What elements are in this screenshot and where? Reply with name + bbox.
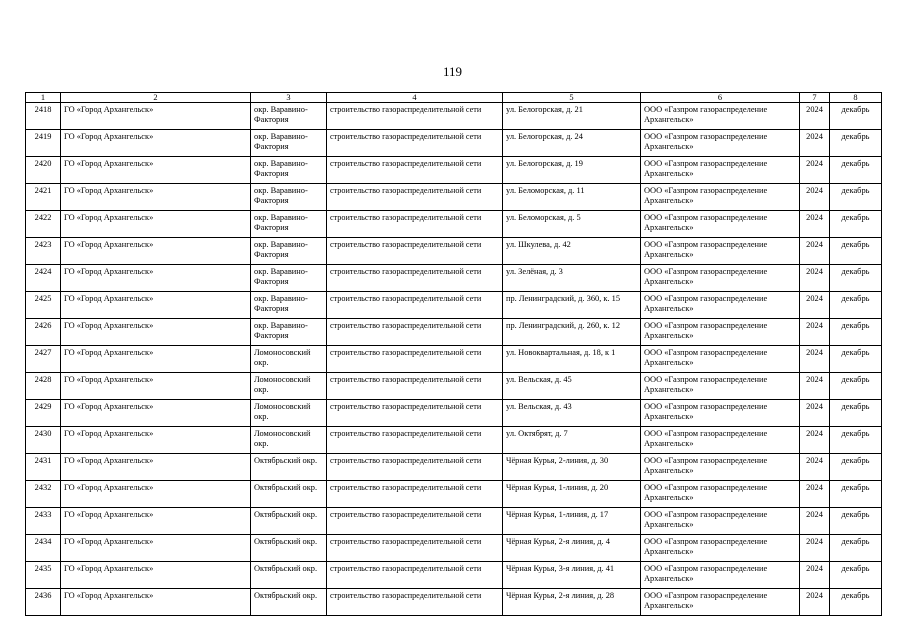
district-cell: окр. Варавино-Фактория: [251, 265, 327, 292]
month-cell: декабрь: [830, 562, 882, 589]
address-cell: ул. Белогорская, д. 24: [503, 130, 641, 157]
organization-cell: ООО «Газпром газораспределение Архангельск»: [641, 346, 800, 373]
district-cell: Ломоносовский окр.: [251, 346, 327, 373]
row-number-cell: 2435: [26, 562, 61, 589]
row-number-cell: 2431: [26, 454, 61, 481]
row-number-cell: 2419: [26, 130, 61, 157]
organization-cell: ООО «Газпром газораспределение Архангельск»: [641, 454, 800, 481]
address-cell: пр. Ленинградский, д. 260, к. 12: [503, 319, 641, 346]
month-cell: декабрь: [830, 400, 882, 427]
work-type-cell: строительство газораспределительной сети: [327, 427, 503, 454]
municipality-cell: ГО «Город Архангельск»: [61, 292, 251, 319]
table-body: [26, 93, 882, 616]
work-type-cell: строительство газораспределительной сети: [327, 238, 503, 265]
row-number-cell: 2420: [26, 157, 61, 184]
table-row: [26, 265, 882, 292]
district-cell: окр. Варавино-Фактория: [251, 211, 327, 238]
municipality-cell: ГО «Город Архангельск»: [61, 454, 251, 481]
district-cell: Октябрьский окр.: [251, 508, 327, 535]
district-cell: окр. Варавино-Фактория: [251, 292, 327, 319]
column-header: 5: [503, 93, 641, 103]
work-type-cell: строительство газораспределительной сети: [327, 400, 503, 427]
district-cell: Октябрьский окр.: [251, 454, 327, 481]
table-row: [26, 589, 882, 616]
municipality-cell: ГО «Город Архангельск»: [61, 346, 251, 373]
month-cell: декабрь: [830, 454, 882, 481]
municipality-cell: ГО «Город Архангельск»: [61, 238, 251, 265]
municipality-cell: ГО «Город Архангельск»: [61, 157, 251, 184]
organization-cell: ООО «Газпром газораспределение Архангельск»: [641, 130, 800, 157]
table-row: [26, 535, 882, 562]
municipality-cell: ГО «Город Архангельск»: [61, 508, 251, 535]
month-cell: декабрь: [830, 238, 882, 265]
year-cell: 2024: [800, 481, 830, 508]
year-cell: 2024: [800, 400, 830, 427]
row-number-cell: 2434: [26, 535, 61, 562]
column-header: 1: [26, 93, 61, 103]
table-row: [26, 184, 882, 211]
month-cell: декабрь: [830, 292, 882, 319]
organization-cell: ООО «Газпром газораспределение Архангельск»: [641, 508, 800, 535]
address-cell: ул. Беломорская, д. 5: [503, 211, 641, 238]
month-cell: декабрь: [830, 589, 882, 616]
column-number-row: [26, 93, 882, 103]
row-number-cell: 2428: [26, 373, 61, 400]
row-number-cell: 2429: [26, 400, 61, 427]
organization-cell: ООО «Газпром газораспределение Архангельск»: [641, 589, 800, 616]
year-cell: 2024: [800, 427, 830, 454]
municipality-cell: ГО «Город Архангельск»: [61, 319, 251, 346]
table-row: [26, 211, 882, 238]
month-cell: декабрь: [830, 157, 882, 184]
organization-cell: ООО «Газпром газораспределение Архангельск»: [641, 562, 800, 589]
year-cell: 2024: [800, 184, 830, 211]
column-header: 4: [327, 93, 503, 103]
year-cell: 2024: [800, 238, 830, 265]
year-cell: 2024: [800, 265, 830, 292]
address-cell: Чёрная Курья, 1-линия, д. 17: [503, 508, 641, 535]
address-cell: Чёрная Курья, 2-линия, д. 30: [503, 454, 641, 481]
month-cell: декабрь: [830, 427, 882, 454]
district-cell: окр. Варавино-Фактория: [251, 103, 327, 130]
address-cell: ул. Шкулева, д. 42: [503, 238, 641, 265]
work-type-cell: строительство газораспределительной сети: [327, 481, 503, 508]
table-row: [26, 400, 882, 427]
address-cell: ул. Вельская, д. 43: [503, 400, 641, 427]
organization-cell: ООО «Газпром газораспределение Архангельск»: [641, 373, 800, 400]
municipality-cell: ГО «Город Архангельск»: [61, 562, 251, 589]
work-type-cell: строительство газораспределительной сети: [327, 211, 503, 238]
year-cell: 2024: [800, 211, 830, 238]
row-number-cell: 2424: [26, 265, 61, 292]
municipality-cell: ГО «Город Архангельск»: [61, 130, 251, 157]
address-cell: ул. Октябрят, д. 7: [503, 427, 641, 454]
table-row: [26, 454, 882, 481]
work-type-cell: строительство газораспределительной сети: [327, 562, 503, 589]
year-cell: 2024: [800, 373, 830, 400]
municipality-cell: ГО «Город Архангельск»: [61, 211, 251, 238]
row-number-cell: 2421: [26, 184, 61, 211]
organization-cell: ООО «Газпром газораспределение Архангельск»: [641, 292, 800, 319]
month-cell: декабрь: [830, 130, 882, 157]
row-number-cell: 2430: [26, 427, 61, 454]
organization-cell: ООО «Газпром газораспределение Архангельск»: [641, 238, 800, 265]
year-cell: 2024: [800, 103, 830, 130]
municipality-cell: ГО «Город Архангельск»: [61, 184, 251, 211]
table-row: [26, 508, 882, 535]
table-row: [26, 103, 882, 130]
year-cell: 2024: [800, 319, 830, 346]
municipality-cell: ГО «Город Архангельск»: [61, 535, 251, 562]
organization-cell: ООО «Газпром газораспределение Архангельск»: [641, 211, 800, 238]
district-cell: Ломоносовский окр.: [251, 427, 327, 454]
register-table-container: [25, 92, 881, 616]
work-type-cell: строительство газораспределительной сети: [327, 103, 503, 130]
work-type-cell: строительство газораспределительной сети: [327, 130, 503, 157]
address-cell: Чёрная Курья, 1-линия, д. 20: [503, 481, 641, 508]
work-type-cell: строительство газораспределительной сети: [327, 454, 503, 481]
work-type-cell: строительство газораспределительной сети: [327, 319, 503, 346]
table-row: [26, 130, 882, 157]
table-row: [26, 427, 882, 454]
work-type-cell: строительство газораспределительной сети: [327, 535, 503, 562]
month-cell: декабрь: [830, 373, 882, 400]
work-type-cell: строительство газораспределительной сети: [327, 292, 503, 319]
month-cell: декабрь: [830, 211, 882, 238]
table-row: [26, 238, 882, 265]
month-cell: декабрь: [830, 103, 882, 130]
row-number-cell: 2427: [26, 346, 61, 373]
organization-cell: ООО «Газпром газораспределение Архангельск»: [641, 535, 800, 562]
month-cell: декабрь: [830, 481, 882, 508]
row-number-cell: 2422: [26, 211, 61, 238]
row-number-cell: 2433: [26, 508, 61, 535]
row-number-cell: 2432: [26, 481, 61, 508]
organization-cell: ООО «Газпром газораспределение Архангельск»: [641, 157, 800, 184]
year-cell: 2024: [800, 130, 830, 157]
municipality-cell: ГО «Город Архангельск»: [61, 373, 251, 400]
district-cell: окр. Варавино-Фактория: [251, 319, 327, 346]
page-number: 119: [442, 64, 463, 79]
address-cell: ул. Белогорская, д. 19: [503, 157, 641, 184]
work-type-cell: строительство газораспределительной сети: [327, 589, 503, 616]
year-cell: 2024: [800, 589, 830, 616]
address-cell: ул. Вельская, д. 45: [503, 373, 641, 400]
table-row: [26, 373, 882, 400]
address-cell: ул. Новоквартальная, д. 18, к 1: [503, 346, 641, 373]
year-cell: 2024: [800, 508, 830, 535]
organization-cell: ООО «Газпром газораспределение Архангельск»: [641, 319, 800, 346]
work-type-cell: строительство газораспределительной сети: [327, 508, 503, 535]
row-number-cell: 2423: [26, 238, 61, 265]
work-type-cell: строительство газораспределительной сети: [327, 265, 503, 292]
register-table: [25, 92, 882, 616]
month-cell: декабрь: [830, 265, 882, 292]
year-cell: 2024: [800, 535, 830, 562]
month-cell: декабрь: [830, 508, 882, 535]
district-cell: Октябрьский окр.: [251, 562, 327, 589]
column-header: 8: [830, 93, 882, 103]
row-number-cell: 2425: [26, 292, 61, 319]
organization-cell: ООО «Газпром газораспределение Архангельск»: [641, 427, 800, 454]
district-cell: окр. Варавино-Фактория: [251, 238, 327, 265]
year-cell: 2024: [800, 562, 830, 589]
column-header: 2: [61, 93, 251, 103]
month-cell: декабрь: [830, 346, 882, 373]
organization-cell: ООО «Газпром газораспределение Архангельск»: [641, 400, 800, 427]
address-cell: ул. Зелёная, д. 3: [503, 265, 641, 292]
district-cell: окр. Варавино-Фактория: [251, 184, 327, 211]
municipality-cell: ГО «Город Архангельск»: [61, 400, 251, 427]
column-header: 6: [641, 93, 800, 103]
month-cell: декабрь: [830, 319, 882, 346]
municipality-cell: ГО «Город Архангельск»: [61, 103, 251, 130]
municipality-cell: ГО «Город Архангельск»: [61, 427, 251, 454]
column-header: 7: [800, 93, 830, 103]
address-cell: пр. Ленинградский, д. 360, к. 15: [503, 292, 641, 319]
row-number-cell: 2418: [26, 103, 61, 130]
municipality-cell: ГО «Город Архангельск»: [61, 265, 251, 292]
month-cell: декабрь: [830, 184, 882, 211]
organization-cell: ООО «Газпром газораспределение Архангельск»: [641, 265, 800, 292]
year-cell: 2024: [800, 292, 830, 319]
work-type-cell: строительство газораспределительной сети: [327, 157, 503, 184]
address-cell: Чёрная Курья, 3-я линия, д. 41: [503, 562, 641, 589]
year-cell: 2024: [800, 346, 830, 373]
organization-cell: ООО «Газпром газораспределение Архангельск»: [641, 481, 800, 508]
municipality-cell: ГО «Город Архангельск»: [61, 589, 251, 616]
year-cell: 2024: [800, 157, 830, 184]
table-row: [26, 481, 882, 508]
district-cell: Ломоносовский окр.: [251, 400, 327, 427]
work-type-cell: строительство газораспределительной сети: [327, 184, 503, 211]
organization-cell: ООО «Газпром газораспределение Архангельск»: [641, 103, 800, 130]
address-cell: Чёрная Курья, 2-я линия, д. 4: [503, 535, 641, 562]
row-number-cell: 2426: [26, 319, 61, 346]
table-row: [26, 157, 882, 184]
municipality-cell: ГО «Город Архангельск»: [61, 481, 251, 508]
table-row: [26, 292, 882, 319]
organization-cell: ООО «Газпром газораспределение Архангельск»: [641, 184, 800, 211]
year-cell: 2024: [800, 454, 830, 481]
district-cell: Октябрьский окр.: [251, 589, 327, 616]
row-number-cell: 2436: [26, 589, 61, 616]
table-row: [26, 319, 882, 346]
work-type-cell: строительство газораспределительной сети: [327, 373, 503, 400]
table-row: [26, 346, 882, 373]
month-cell: декабрь: [830, 535, 882, 562]
district-cell: Октябрьский окр.: [251, 481, 327, 508]
address-cell: Чёрная Курья, 2-я линия, д. 28: [503, 589, 641, 616]
address-cell: ул. Беломорская, д. 11: [503, 184, 641, 211]
column-header: 3: [251, 93, 327, 103]
district-cell: окр. Варавино-Фактория: [251, 130, 327, 157]
district-cell: Октябрьский окр.: [251, 535, 327, 562]
table-row: [26, 562, 882, 589]
district-cell: Ломоносовский окр.: [251, 373, 327, 400]
work-type-cell: строительство газораспределительной сети: [327, 346, 503, 373]
district-cell: окр. Варавино-Фактория: [251, 157, 327, 184]
address-cell: ул. Белогорская, д. 21: [503, 103, 641, 130]
